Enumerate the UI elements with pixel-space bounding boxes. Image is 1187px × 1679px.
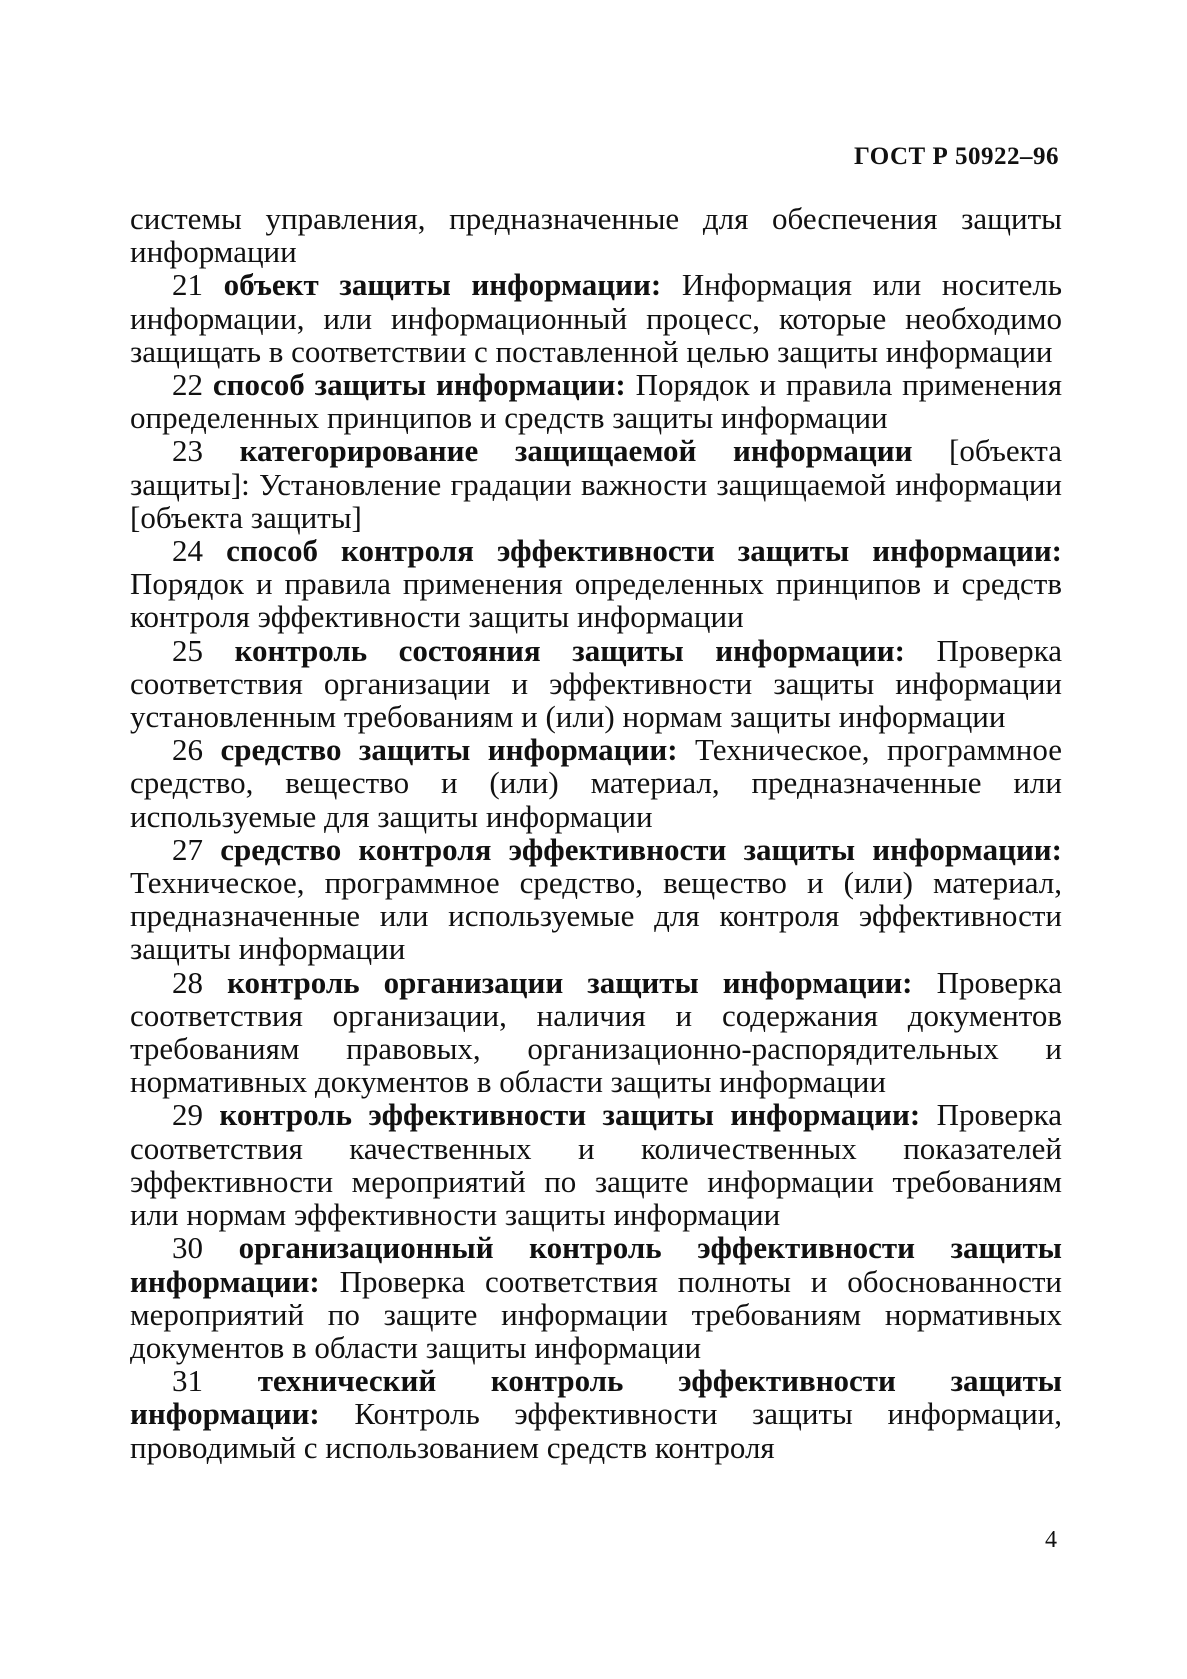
term-number: 24: [172, 533, 203, 569]
term-entry: [130, 1098, 1062, 1231]
term-definition: Порядок и правила применения определенных принципов и средств контроля эффективности защиты информации: [130, 566, 1062, 635]
term-entry: [130, 733, 1062, 833]
document-header: ГОСТ Р 50922–96: [853, 143, 1059, 170]
term-number: 31: [172, 1363, 203, 1399]
term-title: категорирование защищаемой информации: [239, 433, 913, 469]
term-entry: [130, 268, 1062, 368]
term-number: 27: [172, 831, 203, 867]
term-definition: Техническое, программное средство, вещество и (или) материал, предназначенные или используемые для контроля эффективности защиты информации: [130, 865, 1062, 967]
term-number: 21: [172, 267, 203, 303]
document-body: [130, 202, 1062, 1464]
term-number: 29: [172, 1097, 203, 1133]
term-entry: [130, 534, 1062, 634]
term-number: 30: [172, 1230, 203, 1266]
term-list: [130, 268, 1062, 1463]
page-number: 4: [1045, 1527, 1057, 1553]
term-number: 28: [172, 964, 203, 1000]
continuation-text: системы управления, предназначенные для обеспечения защиты информации: [130, 201, 1062, 270]
term-definition: Проверка соответствия организации, наличия и содержания документов требованиям правовых, организационно-распорядительных и нормативных документов в области защиты информации: [130, 964, 1063, 1100]
term-entry: [130, 1364, 1062, 1464]
term-definition: Проверка соответствия полноты и обоснованности мероприятий по защите информации требованиям нормативных документов в области защиты информации: [130, 1263, 1063, 1365]
term-title: объект защиты информации:: [223, 267, 662, 303]
term-title: способ защиты информации:: [212, 367, 626, 403]
term-number: 25: [172, 632, 203, 668]
term-entry: [130, 634, 1062, 734]
term-definition: [объекта защиты]: Установление градации важности защищаемой информации [объекта защиты]: [130, 433, 1062, 535]
term-entry: [130, 966, 1062, 1099]
term-entry: [130, 368, 1062, 434]
term-title: контроль организации защиты информации:: [227, 964, 913, 1000]
term-title: способ контроля эффективности защиты информации:: [226, 533, 1063, 569]
term-title: организационный контроль эффективности защиты информации:: [130, 1230, 1062, 1299]
term-definition: Порядок и правила применения определенных принципов и средств защиты информации: [130, 367, 1063, 436]
term-entry: [130, 434, 1062, 534]
term-title: контроль состояния защиты информации:: [234, 632, 905, 668]
term-entry: [130, 1231, 1062, 1364]
term-definition: Информация или носитель информации, или информационный процесс, которые необходимо защищать в соответствии с поставленной целью защиты информации: [130, 267, 1063, 369]
term-definition: Проверка соответствия качественных и количественных показателей эффективности мероприятий по защите информации требованиям или нормам эффективности защиты информации: [130, 1097, 1063, 1233]
term-number: 23: [172, 433, 203, 469]
term-entry: [130, 833, 1062, 966]
term-definition: Контроль эффективности защиты информации, проводимый с использованием средств контроля: [130, 1396, 1062, 1465]
term-definition: Техническое, программное средство, вещество и (или) материал, предназначенные или используемые для защиты информации: [130, 732, 1062, 834]
term-title: средство защиты информации:: [220, 732, 678, 768]
term-title: контроль эффективности защиты информации:: [219, 1097, 921, 1133]
term-number: 26: [172, 732, 203, 768]
term-definition: Проверка соответствия организации и эффективности защиты информации установленным требованиям и (или) нормам защиты информации: [130, 632, 1062, 735]
term-title: средство контроля эффективности защиты информации:: [220, 831, 1062, 867]
term-number: 22: [172, 367, 203, 403]
term-title: технический контроль эффективности защиты информации:: [130, 1363, 1062, 1432]
